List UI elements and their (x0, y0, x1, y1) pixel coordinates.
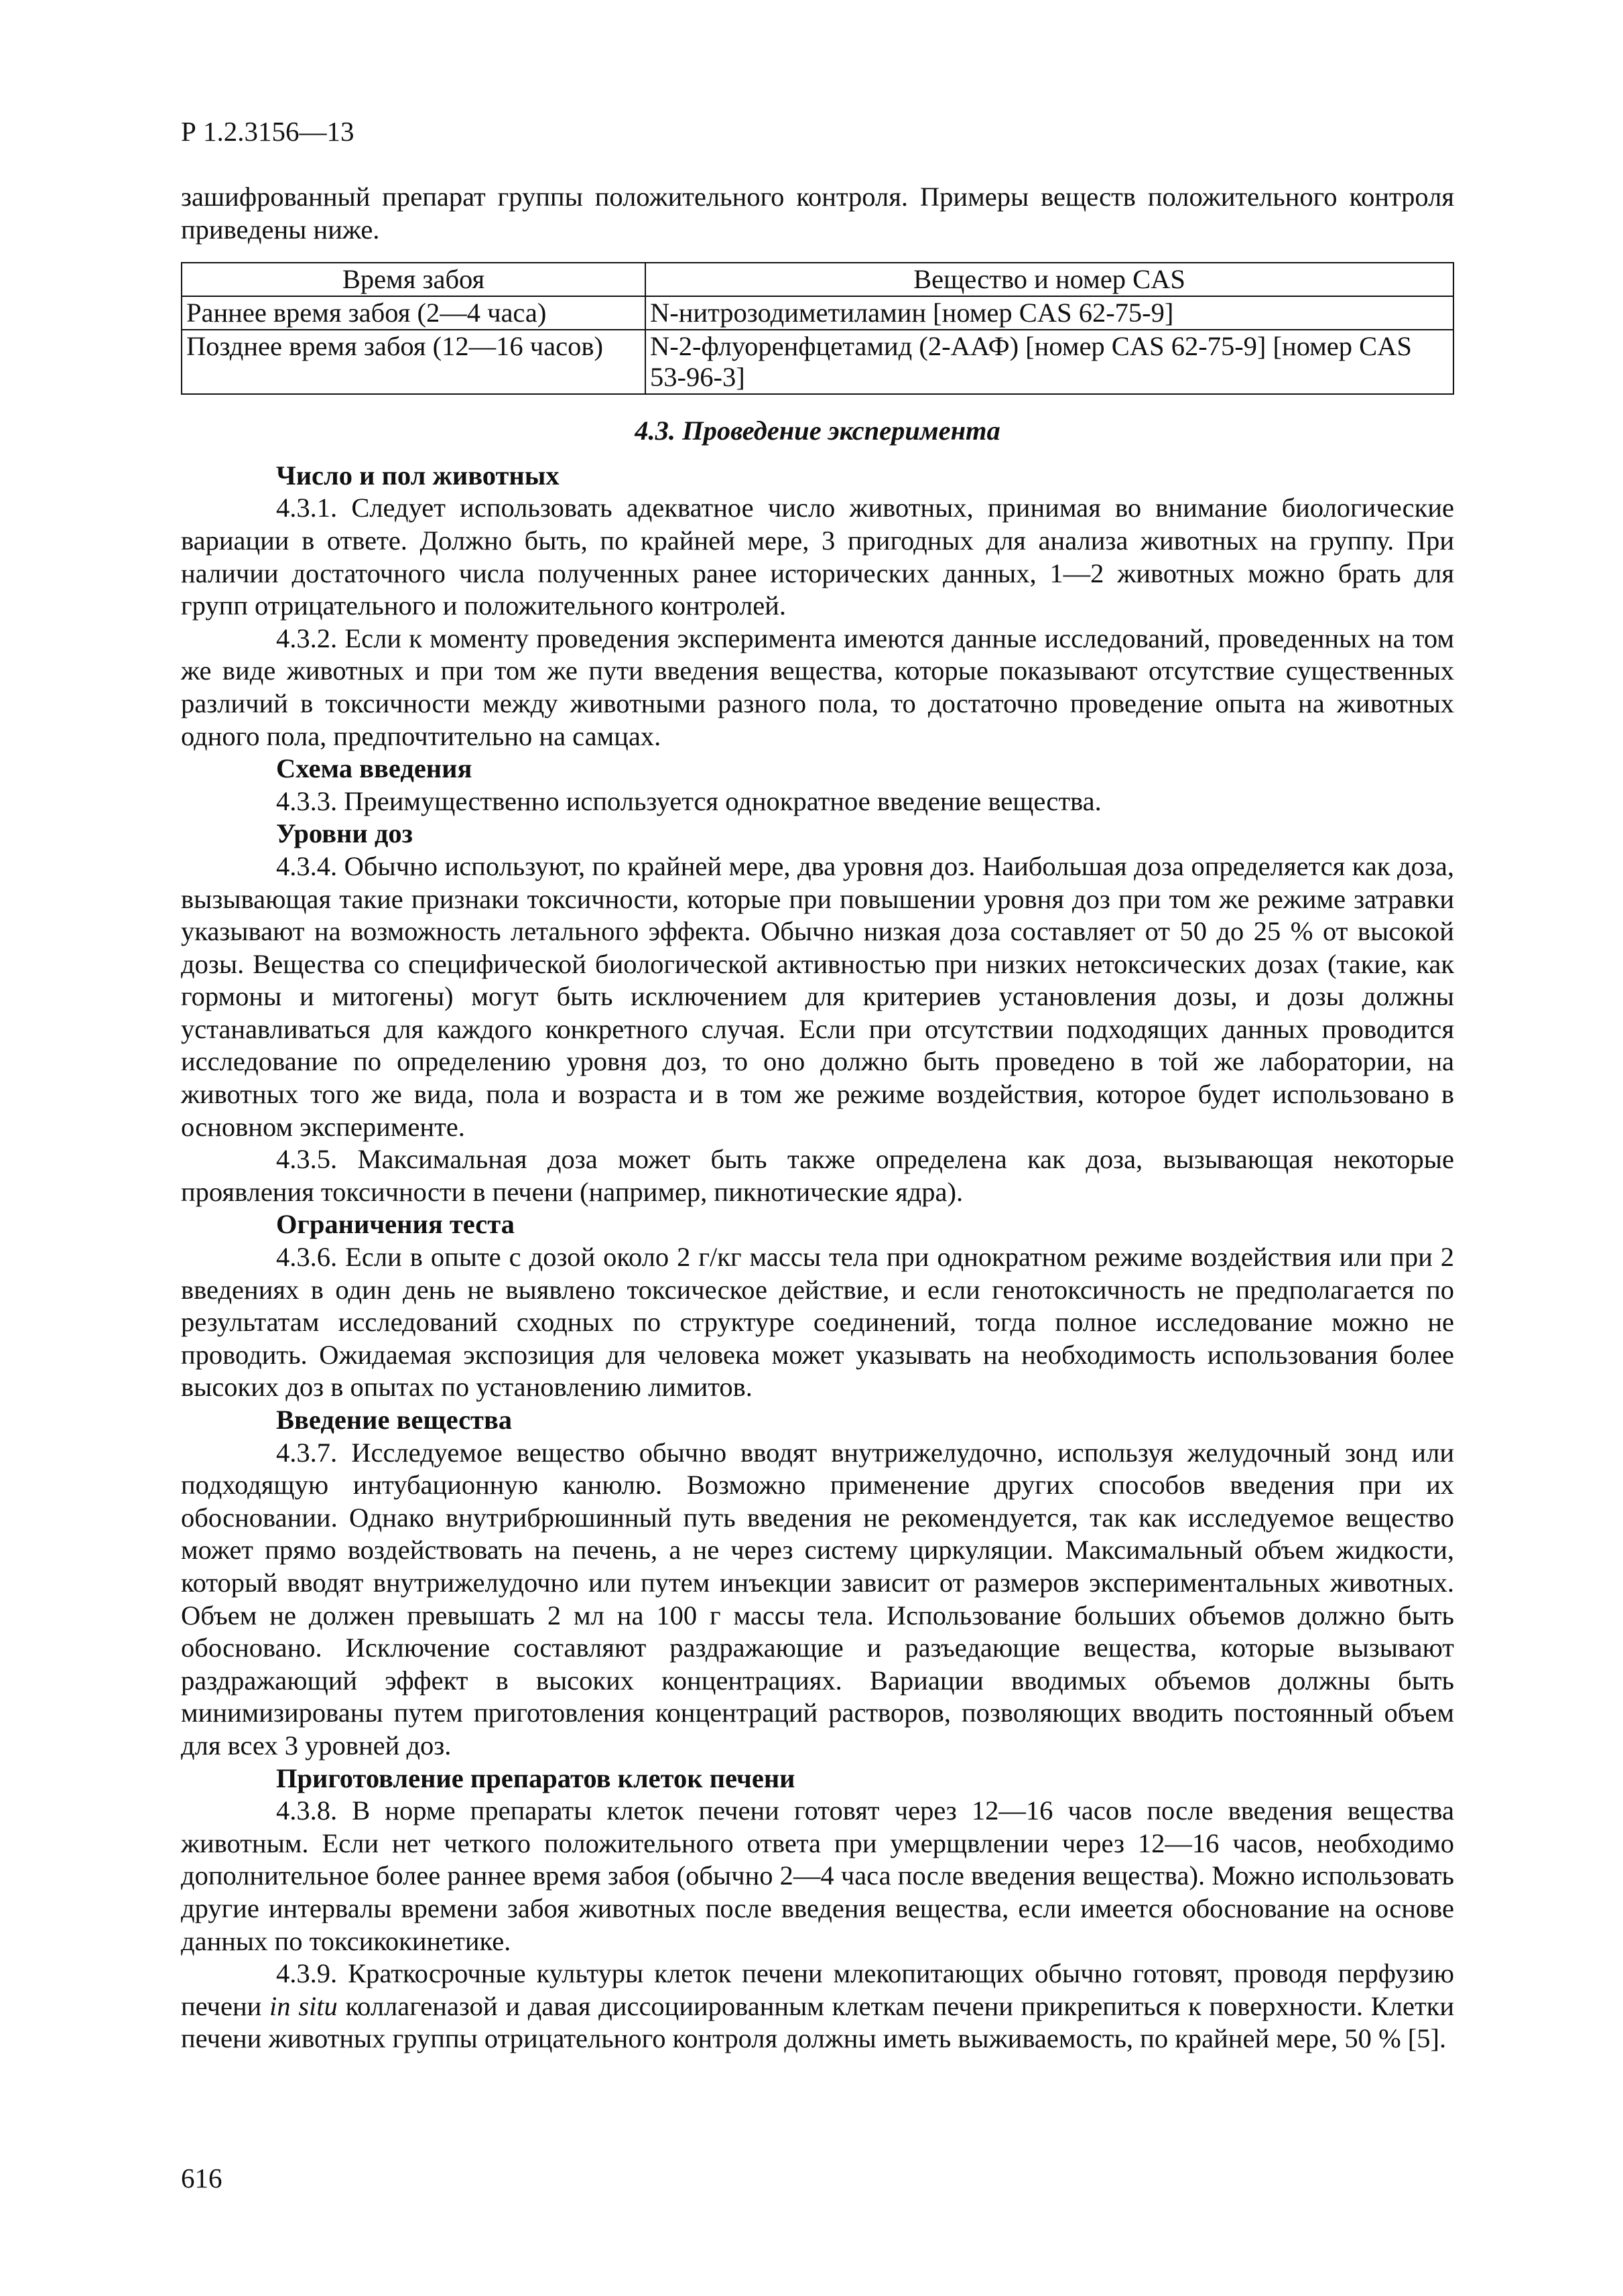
subheading-scheme: Схема введения (276, 753, 472, 784)
subheading-doses: Уровни доз (276, 818, 413, 849)
page-number: 616 (181, 2163, 222, 2193)
paragraph-text: коллагеназой и давая диссоциированным клеткам печени прикрепиться к поверхности. Клетки печени животных группы отрицательного контроля должны иметь выживаемость, по крайней мере, 50 % [5]. (181, 1990, 1454, 2054)
paragraph-4-3-8: 4.3.8. В норме препараты клеток печени готовят через 12—16 часов после введения вещества животным. Если нет четкого положительного ответа при умерщвлении через 12—16 часов, необходимо дополнительное более раннее время забоя (обычно 2—4 часа после введения вещества). Можно использовать другие интервалы времени забоя животных после введения вещества, если имеется обоснование на основе данных по токсикокинетике. (181, 1795, 1454, 1956)
subheading-animals: Число и пол животных (276, 460, 560, 491)
table-header-cell: Время забоя (182, 263, 645, 296)
intro-paragraph: зашифрованный препарат группы положительного контроля. Примеры веществ положительного контроля приведены ниже. (181, 182, 1454, 245)
table-header-cell: Вещество и номер CAS (645, 263, 1453, 296)
page-content (181, 181, 1454, 2055)
paragraph-4-3-1: 4.3.1. Следует использовать адекватное число животных, принимая во внимание биологические вариации в ответе. Должно быть, по крайней мере, 3 пригодных для анализа животных на группу. При наличии достаточного числа полученных ранее исторических данных, 1—2 животных можно брать для групп отрицательного и положительного контролей. (181, 493, 1454, 621)
document-number: Р 1.2.3156—13 (181, 116, 354, 147)
paragraph-4-3-7: 4.3.7. Исследуемое вещество обычно вводят внутрижелудочно, используя желудочный зонд или подходящую интубационную канюлю. Возможно применение других способов введения при их обосновании. Однако внутрибрюшинный путь введения не рекомендуется, так как исследуемое вещество может прямо воздействовать на печень, а не через систему циркуляции. Максимальный объем жидкости, который вводят внутрижелудочно или путем инъекции зависит от размеров экспериментальных животных. Объем не должен превышать 2 мл на 100 г массы тела. Использование больших объемов должно быть обосновано. Исключение составляют раздражающие и разъедающие вещества, которые вызывают раздражающий эффект в высоких концентрациях. Вариации вводимых объемов должны быть минимизированы путем приготовления концентраций растворов, позволяющих вводить постоянный объем для всех 3 уровней доз. (181, 1437, 1454, 1761)
paragraph-4-3-5: 4.3.5. Максимальная доза может быть также определена как доза, вызывающая некоторые проявления токсичности в печени (например, пикнотические ядра). (181, 1144, 1454, 1207)
table-cell: N-2-флуоренфцетамид (2-ААФ) [номер CAS 62-75-9] [номер CAS 53-96-3] (645, 330, 1453, 394)
table-cell: N-нитрозодиметиламин [номер CAS 62-75-9] (645, 296, 1453, 330)
positive-control-table (181, 262, 1454, 395)
subheading-administration: Введение вещества (276, 1405, 513, 1435)
section-title: 4.3. Проведение эксперимента (635, 416, 1000, 446)
table-header-row (182, 263, 1453, 296)
paragraph-4-3-2: 4.3.2. Если к моменту проведения эксперимента имеются данные исследований, проведенных на том же виде животных и при том же пути введения вещества, которые показывают отсутствие существенных различий в токсичности между животными разного пола, то достаточно проведение опыта на животных одного пола, предпочтительно на самцах. (181, 623, 1454, 751)
table-cell: Позднее время забоя (12—16 часов) (182, 330, 645, 394)
table-row (182, 330, 1453, 394)
paragraph-4-3-3: 4.3.3. Преимущественно используется однократное введение вещества. (276, 785, 1102, 816)
table-row (182, 296, 1453, 330)
subheading-preparation: Приготовление препаратов клеток печени (276, 1763, 795, 1793)
paragraph-4-3-4: 4.3.4. Обычно используют, по крайней мере, два уровня доз. Наибольшая доза определяется как доза, вызывающая такие признаки токсичности, которые при повышении уровня доз при том же режиме затравки указывают на возможность летального эффекта. Обычно низкая доза составляет от 50 до 25 % от высокой дозы. Вещества со специфической биологической активностью при низких нетоксических дозах (такие, как гормоны и митогены) могут быть исключением для критериев установления дозы, и дозы должны устанавливаться для каждого конкретного случая. Если при отсутствии подходящих данных проводится исследование по определению уровня доз, то оно должно быть проведено в той же лаборатории, на животных того же вида, пола и возраста и в том же режиме воздействия, которое будет использовано в основном эксперименте. (181, 850, 1454, 1142)
italic-term: in situ (269, 1990, 338, 2021)
table-cell: Раннее время забоя (2—4 часа) (182, 296, 645, 330)
paragraph-4-3-6: 4.3.6. Если в опыте с дозой около 2 г/кг массы тела при однократном режиме воздействия или при 2 введениях в один день не выявлено токсическое действие, и если генотоксичность не предполагается по результатам исследований сходных по структуре соединений, тогда полное исследование можно не проводить. Ожидаемая экспозиция для человека может указывать на необходимость использования более высоких доз в опытах по установлению лимитов. (181, 1242, 1454, 1403)
paragraph-text: 4.3.9. Краткосрочные культуры клеток печени млекопитающих обычно готовят, проводя перфузию печени (181, 1958, 1454, 2021)
subheading-limits: Ограничения теста (276, 1209, 515, 1240)
paragraph-4-3-9 (181, 1958, 1454, 2055)
